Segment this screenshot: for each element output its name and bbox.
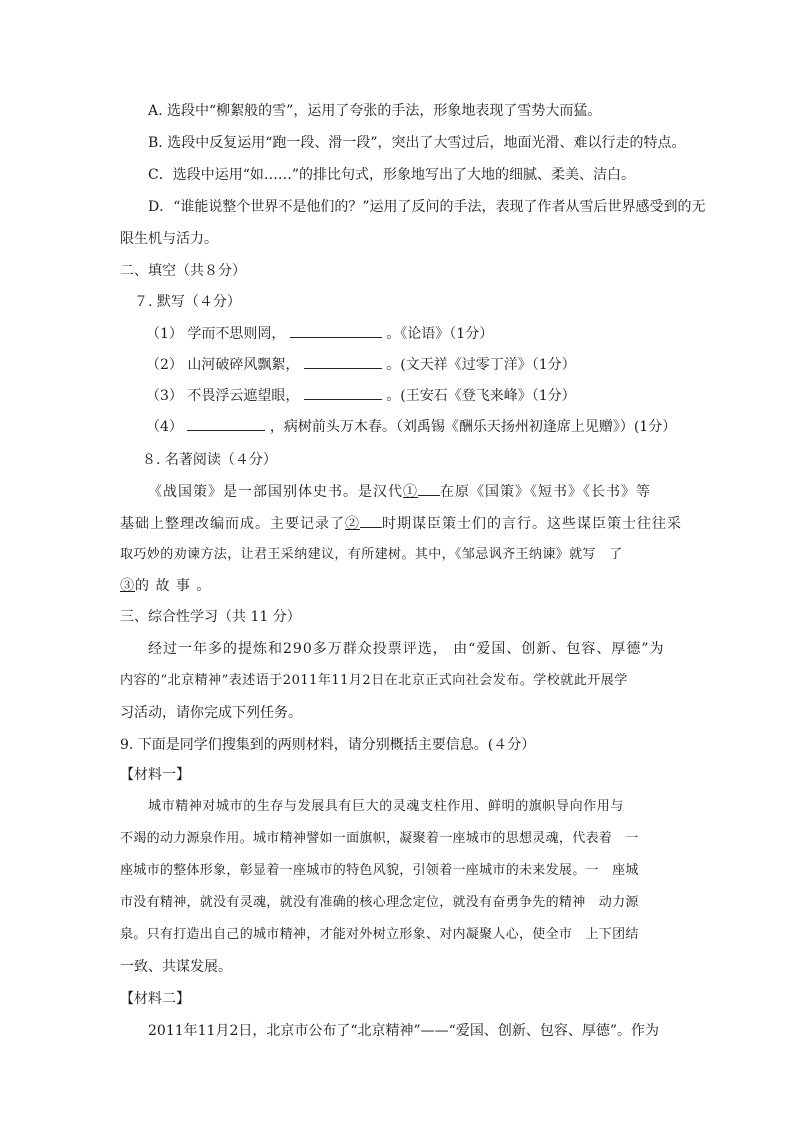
option-d-line1: D．“谁能说整个世界不是他们的？”运用了反问的手法，表现了作者从雪后世界感受到的无 <box>148 199 706 215</box>
q8-text: 时期谋臣策士们的言行。这些谋臣策士往往采 <box>382 516 682 532</box>
material-1-line: 泉。只有打造出自己的城市精神，才能对外树立形象、对内凝聚人心，使全市 上下团结 <box>120 927 639 942</box>
q7-item-after: ，病树前头万木春。（刘禹锡《酬乐天扬州初逢席上见赠》）(1分） <box>269 419 677 435</box>
intro-line-2: 内容的“北京精神”表述语于2011年11月2日在北京正式向社会发布。学校就此开展学 <box>120 673 628 688</box>
q7-item-3 <box>146 385 576 406</box>
option-c: C．选段中运用“如……”的排比句式，形象地写出了大地的细腻、柔美、洁白。 <box>148 167 636 183</box>
q7-item-after: 。(王安石《登飞来峰》（1分） <box>386 388 576 404</box>
intro-line-3: 习活动，请你完成下列任务。 <box>120 705 302 721</box>
q7-item-num: （4） <box>146 419 183 435</box>
material-1-title: 【材料一】 <box>120 767 190 783</box>
material-1-line: 座城市的整体形象，彰显着一座城市的特色风貌，引领着一座城市的未来发展。一 座城 <box>120 863 639 878</box>
answer-blank[interactable] <box>360 513 382 528</box>
answer-blank[interactable] <box>187 416 265 431</box>
q8-text: 在原《国策》《短书》《长书》等 <box>440 484 651 500</box>
blank-marker-2[interactable]: ② <box>345 516 360 532</box>
material-2-line: 2011年11月2日，北京市公布了“北京精神”——“爱国、创新、包容、厚德”。作为 <box>148 1023 659 1039</box>
blank-marker-3[interactable]: ③ <box>120 578 135 594</box>
q8-text: 《战国策》是一部国别体史书。是汉代 <box>148 484 403 500</box>
q7-item-before: 学而不思则罔， <box>187 326 286 342</box>
q8-title: ８. 名著阅读（４分） <box>142 452 277 468</box>
q8-text: 的 故 事 。 <box>135 578 212 594</box>
blank-marker-1[interactable]: ① <box>403 484 418 500</box>
q8-text: 基础上整理改编而成。主要记录了 <box>120 516 345 532</box>
q7-item-before: 山河破碎风飘絮， <box>187 357 300 373</box>
q9-title: 9. 下面是同学们搜集到的两则材料，请分别概括主要信息。(４分） <box>120 737 536 753</box>
answer-blank[interactable] <box>304 354 382 369</box>
q7-title: ７. 默写（４分） <box>134 294 241 310</box>
answer-blank[interactable] <box>418 481 440 496</box>
q7-item-1 <box>146 323 493 344</box>
q8-line-2 <box>120 513 682 534</box>
intro-line-1: 经过一年多的提炼和290多万群众投票评选， 由“爱国、创新、包容、厚德”为 <box>148 641 665 657</box>
material-1-line: 一致、共谋发展。 <box>120 959 232 975</box>
q8-line-4 <box>120 576 211 596</box>
answer-blank[interactable] <box>304 385 382 400</box>
q7-item-num: （1） <box>146 326 183 342</box>
option-b: B. 选段中反复运用“跑一段、滑一段”，突出了大雪过后，地面光滑、难以行走的特点。 <box>148 135 686 151</box>
q7-item-after: 。《论语》（1分） <box>386 326 494 342</box>
q7-item-2 <box>146 354 576 375</box>
answer-blank[interactable] <box>290 323 382 338</box>
q7-item-after: 。(文天祥《过零丁洋》（1分） <box>386 357 576 373</box>
q7-item-num: （2） <box>146 357 183 373</box>
q7-item-before: 不畏浮云遮望眼， <box>187 388 300 404</box>
material-1-line: 城市精神对城市的生存与发展具有巨大的灵魂支柱作用、鲜明的旗帜导向作用与 <box>148 799 625 814</box>
q7-item-4 <box>146 416 676 437</box>
q8-line-1 <box>148 481 651 502</box>
material-1-line: 不竭的动力源泉作用。城市精神譬如一面旗帜，凝聚着一座城市的思想灵魂，代表着 一 <box>120 831 639 846</box>
material-1-line: 市没有精神，就没有灵魂，就没有准确的核心理念定位，就没有奋勇争先的精神 动力源 <box>120 895 639 910</box>
material-2-title: 【材料二】 <box>120 991 190 1007</box>
q8-line-3: 取巧妙的劝谏方法，让君王采纳建议，有所建树。其中，《邹忌讽齐王纳谏》就写 了 <box>120 547 623 562</box>
option-a: A. 选段中“柳絮般的雪”，运用了夸张的手法，形象地表现了雪势大而猛。 <box>148 103 602 119</box>
section-2-title: 二、填空（共８分） <box>120 263 246 279</box>
option-d-line2: 限生机与活力。 <box>120 231 218 247</box>
section-3-title: 三、综合性学习（共 11 分） <box>120 609 301 625</box>
q7-item-num: （3） <box>146 388 183 404</box>
